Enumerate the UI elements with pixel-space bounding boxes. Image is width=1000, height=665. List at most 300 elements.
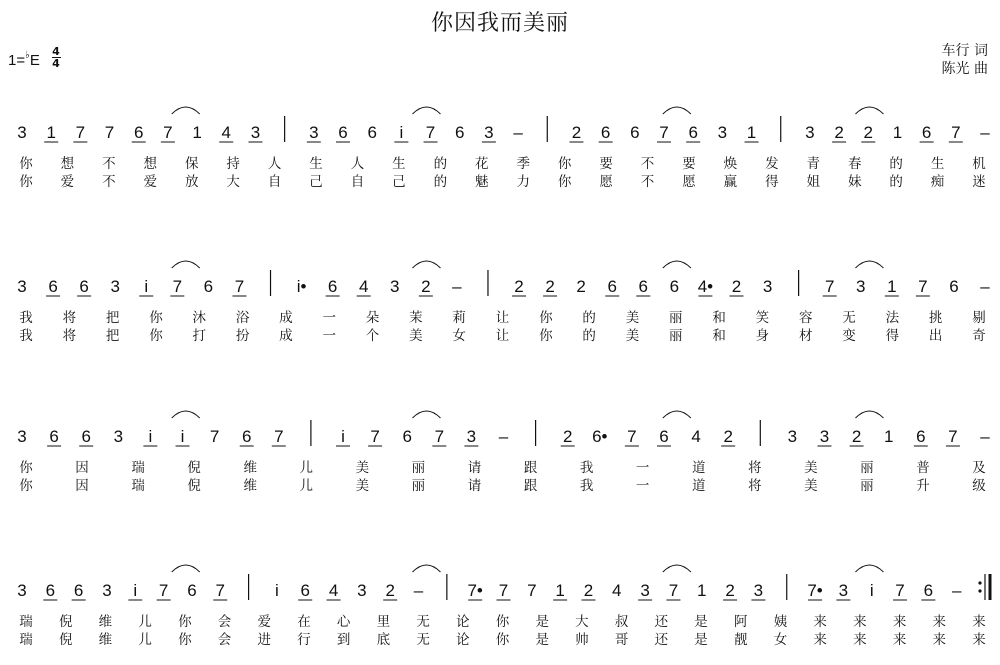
composer-credit: 陈光 曲 xyxy=(941,61,988,77)
lyric-syllable: 和 xyxy=(712,310,726,326)
note: 6 xyxy=(949,277,959,296)
slur xyxy=(855,107,883,114)
lyric-syllable: 维 xyxy=(243,478,257,494)
lyric-syllable: 丽 xyxy=(411,460,426,476)
lyric-syllable: 法 xyxy=(885,310,900,326)
lyric-syllable: 姨 xyxy=(773,614,788,630)
repeat-dot xyxy=(978,581,981,584)
lyric-syllable: 出 xyxy=(928,328,943,344)
note: 3 xyxy=(102,581,112,600)
note: 6 xyxy=(367,123,377,142)
lyric-syllable: 愿 xyxy=(682,174,696,190)
lyric-syllable: 力 xyxy=(516,174,530,190)
lyric-syllable: 来 xyxy=(932,632,947,648)
slur xyxy=(172,261,200,268)
lyric-syllable: 无 xyxy=(842,310,856,326)
lyric-syllable: 生 xyxy=(309,156,323,172)
note: 7 xyxy=(370,427,380,446)
note: 7 xyxy=(215,581,225,600)
lyric-syllable: 美 xyxy=(625,328,640,344)
slur xyxy=(412,411,440,418)
lyric-syllable: 普 xyxy=(916,460,930,476)
slur xyxy=(663,565,691,572)
note: 7 xyxy=(75,123,86,142)
note: 3 xyxy=(17,123,27,142)
note: 3 xyxy=(17,581,27,600)
note: 6 xyxy=(241,427,252,446)
lyric-syllable: 来 xyxy=(853,614,867,630)
lyric-syllable: 魅 xyxy=(475,174,489,190)
note: 6• xyxy=(592,427,608,446)
lyric-syllable: 让 xyxy=(495,310,510,326)
lyric-syllable: 论 xyxy=(456,632,470,648)
time-signature: 4 4 xyxy=(52,45,60,70)
lyric-syllable: 材 xyxy=(798,328,813,344)
lyric-syllable: 迷 xyxy=(972,174,986,190)
lyric-syllable: 你 xyxy=(495,632,510,648)
note: i xyxy=(133,581,138,600)
lyric-syllable: 你 xyxy=(19,460,33,476)
lyric-syllable: 你 xyxy=(178,632,192,648)
lyric-syllable: 妹 xyxy=(847,174,862,190)
note: 4 xyxy=(612,581,622,600)
note: 6 xyxy=(49,427,59,446)
lyric-syllable: 来 xyxy=(972,614,986,630)
lyric-syllable: 儿 xyxy=(299,478,314,494)
lyric-syllable: 来 xyxy=(972,632,986,648)
lyric-syllable: 来 xyxy=(813,614,827,630)
lyric-syllable: 我 xyxy=(579,460,594,476)
lyric-syllable: 你 xyxy=(149,328,163,344)
lyric-syllable: 儿 xyxy=(138,614,152,630)
lyric-syllable: 想 xyxy=(60,156,75,172)
lyric-syllable: 是 xyxy=(694,614,708,630)
lyric-syllable: 人 xyxy=(267,156,282,172)
lyric-syllable: 瑞 xyxy=(131,460,145,476)
note: 6 xyxy=(300,581,310,600)
lyric-syllable: 己 xyxy=(392,174,406,190)
note: 1 xyxy=(192,123,202,142)
lyric-syllable: 底 xyxy=(376,632,391,648)
lyric-syllable: 是 xyxy=(535,632,549,648)
note: 7 xyxy=(163,123,173,142)
lyric-syllable: 你 xyxy=(539,310,553,326)
note: 2 xyxy=(725,581,735,600)
note: 7 xyxy=(951,123,961,142)
slur xyxy=(855,411,883,418)
note: 7 xyxy=(172,277,183,296)
lyric-syllable: 因 xyxy=(75,478,89,494)
note: 7 xyxy=(498,581,509,600)
slur xyxy=(855,565,883,572)
lyric-syllable: 靓 xyxy=(734,632,748,648)
note: i• xyxy=(296,277,307,296)
note: 3 xyxy=(113,427,124,446)
note: 6 xyxy=(688,123,698,142)
note: 6 xyxy=(327,277,338,296)
note: 6 xyxy=(630,123,640,142)
lyric-syllable: 的 xyxy=(582,310,596,326)
lyricist-credit: 车行 词 xyxy=(941,43,988,59)
slur xyxy=(663,411,691,418)
note: 1 xyxy=(887,277,897,296)
lyric-syllable: 将 xyxy=(62,328,77,344)
note: 2 xyxy=(576,277,586,296)
lyric-syllable: 维 xyxy=(98,614,113,630)
note: 7 xyxy=(434,427,445,446)
lyric-syllable: 请 xyxy=(467,478,482,494)
note: 6 xyxy=(669,277,680,296)
lyric-syllable: 论 xyxy=(456,614,470,630)
lyric-syllable: 美 xyxy=(804,478,818,494)
lyric-syllable: 是 xyxy=(694,632,708,648)
lyric-syllable: 扮 xyxy=(235,328,250,344)
lyric-syllable: 容 xyxy=(798,310,813,326)
note: 2 xyxy=(562,427,573,446)
note: 1 xyxy=(892,123,903,142)
note: 3 xyxy=(484,123,494,142)
lyric-syllable: 及 xyxy=(972,460,986,476)
note: 6 xyxy=(187,581,197,600)
lyric-syllable: 的 xyxy=(433,156,448,172)
lyric-syllable: 会 xyxy=(217,632,232,648)
note: – xyxy=(980,427,990,446)
lyric-syllable: 的 xyxy=(433,174,448,190)
note: 1 xyxy=(746,123,757,142)
lyric-syllable: 焕 xyxy=(723,156,738,172)
note: 2 xyxy=(731,277,742,296)
repeat-dot xyxy=(978,589,981,592)
lyric-syllable: 将 xyxy=(748,460,762,476)
note: 7 xyxy=(948,427,958,446)
note: 1 xyxy=(883,427,894,446)
lyric-syllable: 丽 xyxy=(669,328,683,344)
lyric-syllable: 我 xyxy=(19,310,33,326)
lyric-syllable: 你 xyxy=(539,328,553,344)
lyric-syllable: 得 xyxy=(765,174,779,190)
note: i xyxy=(275,581,279,600)
note: 6 xyxy=(203,277,214,296)
lyric-syllable: 在 xyxy=(297,614,311,630)
note: 3 xyxy=(390,277,400,296)
note: 7 xyxy=(104,123,115,142)
note: 3 xyxy=(640,581,650,600)
note: 2 xyxy=(834,123,844,142)
note: i xyxy=(144,277,149,296)
note: 3 xyxy=(819,427,830,446)
lyric-syllable: 丽 xyxy=(860,478,874,494)
lyric-syllable: 自 xyxy=(267,174,282,190)
note: 2 xyxy=(863,123,874,142)
lyric-syllable: 花 xyxy=(475,156,489,172)
note: – xyxy=(951,581,962,600)
lyric-syllable: 倪 xyxy=(187,478,201,494)
lyric-syllable: 来 xyxy=(932,614,947,630)
note: 6 xyxy=(607,277,617,296)
lyric-syllable: 想 xyxy=(143,156,158,172)
lyric-syllable: 请 xyxy=(467,460,482,476)
note: 3 xyxy=(787,427,798,446)
note: 6 xyxy=(402,427,412,446)
lyric-syllable: 要 xyxy=(682,156,696,172)
lyric-syllable: 生 xyxy=(392,156,406,172)
lyric-syllable: 女 xyxy=(773,632,788,648)
note: 3 xyxy=(805,123,815,142)
note: 6 xyxy=(600,123,611,142)
lyric-syllable: 的 xyxy=(889,174,903,190)
note: i xyxy=(869,581,874,600)
lyric-syllable: 还 xyxy=(654,632,669,648)
lyric-syllable: 己 xyxy=(309,174,323,190)
note: 1 xyxy=(697,581,707,600)
note: 6 xyxy=(454,123,465,142)
slur xyxy=(855,261,883,268)
note: 6 xyxy=(73,581,84,600)
lyric-syllable: 跟 xyxy=(523,478,538,494)
note: 3 xyxy=(856,277,866,296)
lyric-syllable: 倪 xyxy=(58,614,73,630)
lyric-syllable: 和 xyxy=(712,328,726,344)
lyric-syllable: 成 xyxy=(279,328,293,344)
lyric-syllable: 姐 xyxy=(806,174,821,190)
lyric-syllable: 你 xyxy=(557,156,572,172)
note: 7 xyxy=(659,123,669,142)
lyric-syllable: 成 xyxy=(279,310,293,326)
note: 3 xyxy=(17,277,27,296)
lyric-syllable: 升 xyxy=(916,478,930,494)
slur xyxy=(172,565,200,572)
note: i xyxy=(341,427,345,446)
lyric-syllable: 你 xyxy=(19,478,33,494)
lyric-syllable: 愿 xyxy=(599,174,613,190)
note: 2 xyxy=(545,277,555,296)
lyric-syllable: 笑 xyxy=(755,310,770,326)
lyric-syllable: 美 xyxy=(625,310,640,326)
note: i xyxy=(180,427,185,446)
note: 4 xyxy=(221,123,232,142)
lyric-syllable: 维 xyxy=(243,460,257,476)
lyric-syllable: 一 xyxy=(635,460,650,476)
note: 4• xyxy=(697,277,714,296)
lyric-syllable: 青 xyxy=(806,156,821,172)
lyric-syllable: 茉 xyxy=(409,310,423,326)
slur xyxy=(172,107,200,114)
lyric-syllable: 浴 xyxy=(235,310,250,326)
lyric-syllable: 进 xyxy=(257,632,271,648)
note: 4 xyxy=(328,581,339,600)
note: 7 xyxy=(824,277,835,296)
note: 6 xyxy=(133,123,144,142)
lyric-syllable: 帅 xyxy=(575,632,589,648)
note: 3 xyxy=(762,277,773,296)
lyric-syllable: 来 xyxy=(813,632,827,648)
note: 4 xyxy=(691,427,701,446)
slur xyxy=(172,411,200,418)
lyric-syllable: 机 xyxy=(972,156,986,172)
lyric-syllable: 个 xyxy=(365,328,380,344)
lyric-syllable: 变 xyxy=(842,328,856,344)
lyric-syllable: 美 xyxy=(355,478,370,494)
lyric-syllable: 美 xyxy=(804,460,818,476)
lyric-syllable: 不 xyxy=(640,174,655,190)
note: 6 xyxy=(638,277,649,296)
note: – xyxy=(452,277,462,296)
note: 3 xyxy=(717,123,728,142)
lyric-syllable: 我 xyxy=(19,328,33,344)
note: i xyxy=(148,427,153,446)
lyric-syllable: 你 xyxy=(19,174,33,190)
lyric-syllable: 剔 xyxy=(972,310,986,326)
note: 3 xyxy=(466,427,477,446)
note: 2 xyxy=(723,427,733,446)
note: – xyxy=(498,427,509,446)
key-signature: 1=♭E xyxy=(8,50,40,69)
lyric-syllable: 无 xyxy=(416,614,430,630)
lyric-syllable: 赢 xyxy=(723,174,738,190)
lyric-syllable: 级 xyxy=(972,478,986,494)
note: 3 xyxy=(753,581,764,600)
note: i xyxy=(399,123,404,142)
lyric-syllable: 行 xyxy=(297,632,311,648)
lyric-syllable: 春 xyxy=(847,156,862,172)
lyric-syllable: 你 xyxy=(178,614,192,630)
lyric-syllable: 儿 xyxy=(299,460,314,476)
note: 3 xyxy=(309,123,319,142)
slur xyxy=(663,107,691,114)
lyric-syllable: 身 xyxy=(755,328,770,344)
lyric-syllable: 爱 xyxy=(60,174,75,190)
lyric-syllable: 瑞 xyxy=(131,478,145,494)
lyric-syllable: 倪 xyxy=(187,460,201,476)
lyric-syllable: 挑 xyxy=(928,310,943,326)
lyric-syllable: 季 xyxy=(516,156,530,172)
note: 7 xyxy=(895,581,905,600)
lyric-syllable: 将 xyxy=(62,310,77,326)
note: 2 xyxy=(385,581,395,600)
note: 7 xyxy=(274,427,284,446)
lyric-syllable: 的 xyxy=(582,328,596,344)
lyric-syllable: 将 xyxy=(748,478,762,494)
slur xyxy=(412,107,440,114)
lyric-syllable: 自 xyxy=(350,174,365,190)
lyric-syllable: 你 xyxy=(149,310,163,326)
note: 3 xyxy=(838,581,849,600)
lyric-syllable: 里 xyxy=(376,614,391,630)
lyric-syllable: 朵 xyxy=(365,310,380,326)
lyric-syllable: 来 xyxy=(892,632,907,648)
lyric-syllable: 不 xyxy=(102,174,116,190)
lyric-syllable: 打 xyxy=(192,328,207,344)
lyric-syllable: 保 xyxy=(184,156,199,172)
lyric-syllable: 沐 xyxy=(192,310,207,326)
lyric-syllable: 瑞 xyxy=(19,614,33,630)
lyric-syllable: 美 xyxy=(409,328,423,344)
lyric-syllable: 丽 xyxy=(411,478,426,494)
lyric-syllable: 放 xyxy=(184,174,199,190)
lyric-syllable: 爱 xyxy=(143,174,158,190)
note: 6 xyxy=(338,123,348,142)
note: 6 xyxy=(659,427,669,446)
lyric-syllable: 痴 xyxy=(930,174,945,190)
note: 2 xyxy=(571,123,582,142)
lyric-syllable: 一 xyxy=(322,310,336,326)
note: – xyxy=(980,123,990,142)
slur xyxy=(412,565,440,572)
lyric-syllable: 心 xyxy=(336,614,351,630)
lyric-syllable: 丽 xyxy=(669,310,683,326)
lyric-syllable: 人 xyxy=(350,156,365,172)
note: 6 xyxy=(45,581,56,600)
lyric-syllable: 要 xyxy=(599,156,613,172)
lyric-syllable: 发 xyxy=(765,156,779,172)
lyric-syllable: 把 xyxy=(105,310,120,326)
lyric-syllable: 爱 xyxy=(257,614,271,630)
lyric-syllable: 大 xyxy=(226,174,240,190)
note: – xyxy=(980,277,990,296)
lyric-syllable: 一 xyxy=(322,328,336,344)
lyric-syllable: 来 xyxy=(853,632,867,648)
lyric-syllable: 瑞 xyxy=(19,632,33,648)
lyric-syllable: 不 xyxy=(640,156,655,172)
lyric-syllable: 生 xyxy=(930,156,945,172)
lyric-syllable: 持 xyxy=(226,156,240,172)
lyric-syllable: 我 xyxy=(579,478,594,494)
lyric-syllable: 道 xyxy=(691,460,706,476)
note: 6 xyxy=(81,427,91,446)
song-title: 你因我而美丽 xyxy=(430,11,569,36)
note: 7 xyxy=(234,277,245,296)
lyric-syllable: 来 xyxy=(892,614,907,630)
lyric-syllable: 把 xyxy=(105,328,120,344)
note: 3 xyxy=(17,427,27,446)
lyric-syllable: 的 xyxy=(889,156,903,172)
note: 7 xyxy=(627,427,637,446)
note: – xyxy=(413,581,424,600)
note: 2 xyxy=(421,277,431,296)
note: 1 xyxy=(46,123,56,142)
lyric-syllable: 你 xyxy=(557,174,572,190)
lyric-syllable: 到 xyxy=(336,632,351,648)
lyric-syllable: 你 xyxy=(19,156,33,172)
lyric-syllable: 一 xyxy=(635,478,650,494)
note: – xyxy=(513,123,523,142)
lyric-syllable: 美 xyxy=(355,460,370,476)
slur xyxy=(663,261,691,268)
lyric-syllable: 得 xyxy=(885,328,900,344)
lyric-syllable: 倪 xyxy=(58,632,73,648)
note: 6 xyxy=(916,427,926,446)
lyric-syllable: 会 xyxy=(217,614,232,630)
lyric-syllable: 是 xyxy=(535,614,549,630)
lyric-syllable: 哥 xyxy=(614,632,629,648)
lyric-syllable: 道 xyxy=(691,478,706,494)
lyric-syllable: 你 xyxy=(495,614,510,630)
note: 7 xyxy=(668,581,679,600)
note: 6 xyxy=(921,123,932,142)
note: 7 xyxy=(209,427,220,446)
note: 2 xyxy=(583,581,594,600)
lyric-syllable: 莉 xyxy=(452,310,466,326)
lyric-syllable: 让 xyxy=(495,328,510,344)
note: 7• xyxy=(807,581,823,600)
lyric-syllable: 大 xyxy=(575,614,589,630)
lyric-syllable: 儿 xyxy=(138,632,152,648)
lyric-syllable: 女 xyxy=(452,328,466,344)
lyric-syllable: 不 xyxy=(102,156,116,172)
lyric-syllable: 丽 xyxy=(860,460,874,476)
note: 1 xyxy=(555,581,565,600)
lyric-syllable: 还 xyxy=(654,614,669,630)
